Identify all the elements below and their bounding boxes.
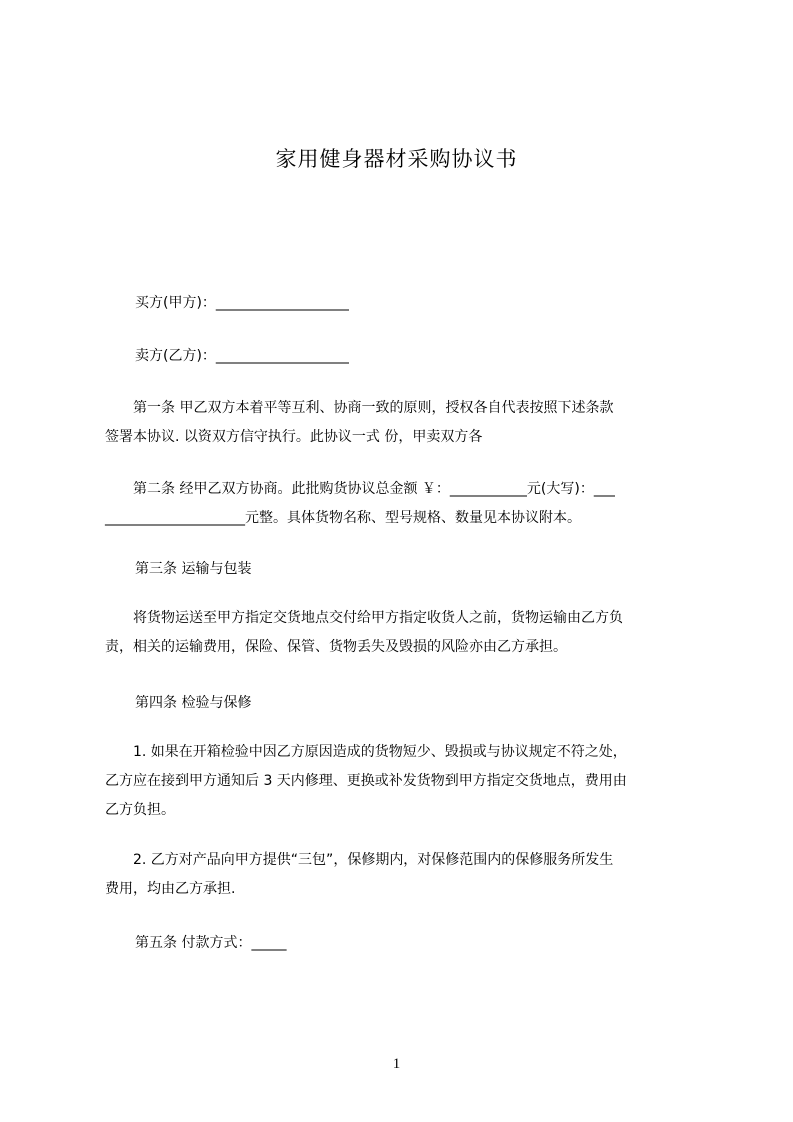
article-4-item-1-line-1: 1. 如果在开箱检验中因乙方原因造成的货物短少、毁损或与协议规定不符之处， — [133, 744, 627, 760]
seller-line: 卖方(乙方)：___________________ — [135, 348, 349, 364]
article-3-line-2: 责，相关的运输费用，保险、保管、货物丢失及毁损的风险亦由乙方承担。 — [105, 639, 567, 655]
article-4-item-2 — [105, 846, 705, 904]
article-2 — [105, 475, 705, 533]
document-title: 家用健身器材采购协议书 — [275, 147, 518, 171]
article-3-body — [105, 604, 705, 662]
article-1-line-2: 签署本协议. 以资双方信守执行。此协议一式 份，甲卖双方各 — [105, 429, 483, 445]
article-4-item-2-line-1: 2. 乙方对产品向甲方提供“三包”，保修期内，对保修范围内的保修服务所发生 — [133, 852, 614, 868]
article-4-item-2-line-2: 费用，均由乙方承担. — [105, 881, 236, 897]
article-3-heading: 第三条 运输与包装 — [135, 561, 252, 577]
article-1-line-1: 第一条 甲乙双方本着平等互利、协商一致的原则，授权各自代表按照下述条款 — [133, 400, 614, 416]
article-3-line-1: 将货物运送至甲方指定交货地点交付给甲方指定收货人之前，货物运输由乙方负 — [133, 610, 623, 626]
buyer-line: 买方(甲方)：___________________ — [135, 295, 349, 311]
article-5-heading: 第五条 付款方式：_____ — [135, 935, 287, 951]
article-4-item-1-line-3: 乙方负担。 — [105, 802, 175, 818]
article-4-item-1-line-2: 乙方应在接到甲方通知后 3 天内修理、更换或补发货物到甲方指定交货地点，费用由 — [105, 773, 627, 789]
article-4-item-1 — [105, 738, 705, 825]
article-1 — [105, 394, 705, 452]
article-4-heading: 第四条 检验与保修 — [135, 695, 252, 711]
page-number: 1 — [392, 1056, 401, 1072]
article-2-line-1: 第二条 经甲乙双方协商。此批购货协议总金额 ￥：___________元(大写)：___ — [133, 481, 615, 497]
article-2-line-2: ____________________元整。具体货物名称、型号规格、数量见本协议附本。 — [105, 510, 581, 526]
